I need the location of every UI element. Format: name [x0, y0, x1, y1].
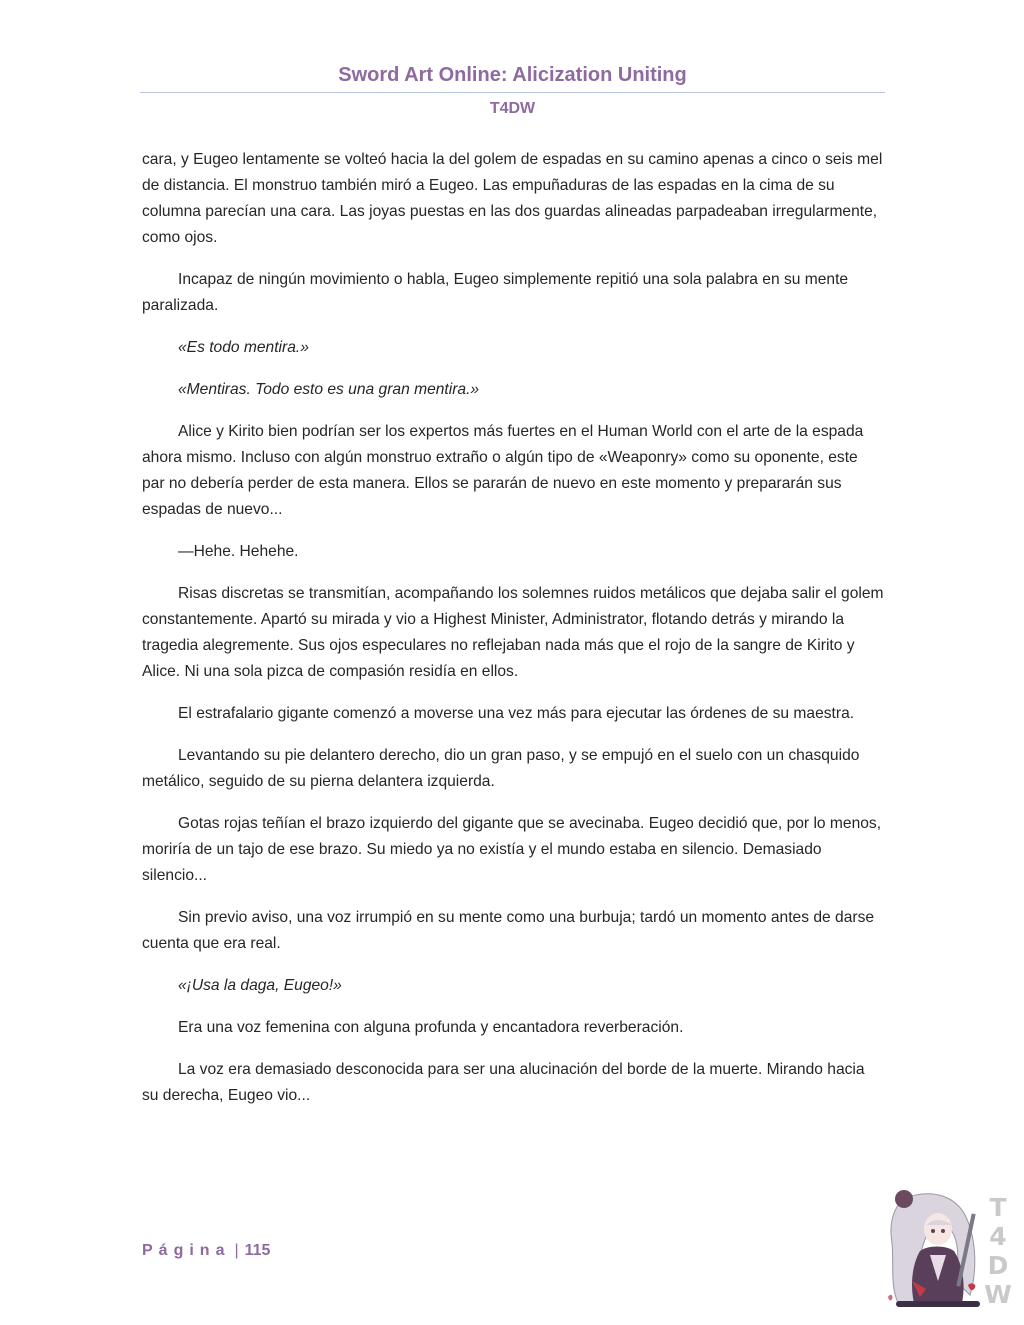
paragraph: Sin previo aviso, una voz irrumpió en su mente como una burbuja; tardó un momento antes de darse cuenta que era real. [142, 909, 875, 952]
translator-group-name: T4DW [489, 100, 536, 117]
paragraph: Era una voz femenina con alguna profunda y encantadora reverberación. [178, 1019, 684, 1036]
header-divider [140, 92, 885, 93]
paragraph: Levantando su pie delantero derecho, dio un gran paso, y se empujó en el suelo con un chasquido metálico, seguido de su pierna delantera izquierda. [142, 747, 860, 790]
t4dw-logo [882, 1185, 1018, 1313]
dialogue-line: —Hehe. Hehehe. [178, 543, 299, 560]
anime-girl-logo-icon [882, 1185, 990, 1313]
paragraph: Incapaz de ningún movimiento o habla, Eugeo simplemente repitió una sola palabra en su mente paralizada. [142, 271, 849, 314]
page-number: 115 [244, 1242, 271, 1259]
page-footer [142, 1242, 270, 1260]
logo-letter: W [984, 1280, 1012, 1309]
logo-letter: D [987, 1251, 1009, 1280]
paragraph: El estrafalario gigante comenzó a moverse una vez más para ejecutar las órdenes de su maestra. [178, 705, 855, 722]
paragraph: Risas discretas se transmitían, acompañando los solemnes ruidos metálicos que dejaba salir el golem constantemente. Apartó su mirada y vio a Highest Minister, Administrator, flotando detrás y mirando la tragedia alegremente. Sus ojos especulares no reflejaban nada más que el rojo de la sangre de Kirito y Alice. Ni una sola pizca de compasión residía en ellos. [142, 585, 884, 680]
chapter-body [142, 147, 884, 1125]
paragraph: cara, y Eugeo lentamente se volteó hacia la del golem de espadas en su camino apenas a cinco o seis mel de distancia. El monstruo también miró a Eugeo. Las empuñaduras de las espadas en la cima de su columna parecían una cara. Las joyas puestas en las dos guardas alineadas parpadeaban irregularmente, como ojos. [142, 151, 883, 246]
logo-letter: 4 [989, 1222, 1007, 1251]
paragraph: Alice y Kirito bien podrían ser los expertos más fuertes en el Human World con el arte de la espada ahora mismo. Incluso con algún monstruo extraño o algún tipo de «Weaponry» como su oponente, este par no debería perder de esta manera. Ellos se pararán de nuevo en este momento y prepararán sus espadas de nuevo... [142, 423, 864, 518]
page-label: Página [142, 1242, 231, 1259]
page-header [140, 58, 885, 119]
thought-line: «¡Usa la daga, Eugeo!» [178, 977, 342, 994]
paragraph: Gotas rojas teñían el brazo izquierdo del gigante que se avecinaba. Eugeo decidió que, por lo menos, moriría de un tajo de ese brazo. Su miedo ya no existía y el mundo estaba en silencio. Demasiado silencio... [142, 815, 882, 884]
book-title: Sword Art Online: Alicization Uniting [338, 64, 687, 86]
thought-line: «Mentiras. Todo esto es una gran mentira.» [178, 381, 480, 398]
logo-letters [984, 1193, 1012, 1309]
thought-line: «Es todo mentira.» [178, 339, 309, 356]
logo-letter: T [989, 1193, 1007, 1222]
paragraph: La voz era demasiado desconocida para ser una alucinación del borde de la muerte. Mirando hacia su derecha, Eugeo vio... [142, 1061, 865, 1104]
footer-separator: | [234, 1242, 239, 1259]
